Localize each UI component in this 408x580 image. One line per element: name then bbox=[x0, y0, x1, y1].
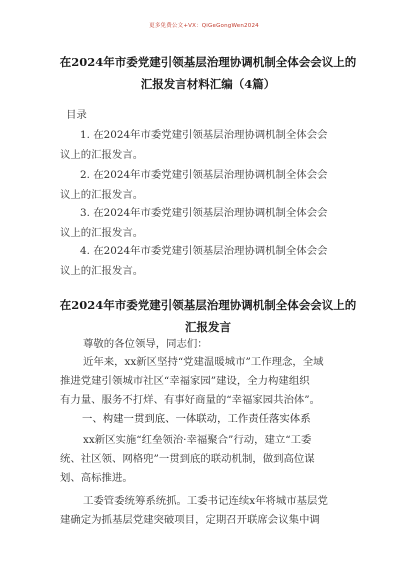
compilation-title bbox=[44, 51, 372, 95]
article-title-line1: 在2024年市委党建引领基层治理协调机制全体会会议上的 bbox=[59, 298, 357, 312]
article-title-line2: 汇报发言 bbox=[185, 320, 231, 334]
toc-heading: 目录 bbox=[66, 109, 87, 121]
contact-watermark: 更多免费公文+VX：QiGeGongWen2024 bbox=[149, 23, 259, 29]
article-title bbox=[44, 294, 372, 338]
toc-item-1-cont[interactable]: 议上的汇报发言。 bbox=[60, 149, 144, 161]
toc-item-3[interactable]: 3. 在2024年市委党建引领基层治理协调机制全体会会 bbox=[80, 207, 328, 219]
para1-line3: 有力量、服务不打烊、有事好商量的“幸福家园共治体”。 bbox=[60, 394, 320, 406]
para2-line1: xx新区实施“红垒领治·幸福聚合”行动，建立“工委 bbox=[83, 434, 312, 446]
para2-line3: 划、高标推进。 bbox=[60, 472, 133, 484]
para1-line1: 近年来，xx新区坚持“党建温暖城市”工作理念，全域 bbox=[83, 356, 324, 368]
toc-item-2[interactable]: 2. 在2024年市委党建引领基层治理协调机制全体会会 bbox=[80, 169, 328, 181]
greeting: 尊敬的各位领导，同志们： bbox=[83, 338, 208, 350]
compilation-title-line1: 在2024年市委党建引领基层治理协调机制全体会会议上的 bbox=[59, 55, 357, 69]
para2-line2: 统、社区领、网格兜”一贯到底的联动机制，做到高位谋 bbox=[60, 453, 315, 465]
toc-item-4[interactable]: 4. 在2024年市委党建引领基层治理协调机制全体会会 bbox=[80, 245, 328, 257]
compilation-title-line2: 汇报发言材料汇编（4篇） bbox=[140, 77, 276, 91]
toc-item-4-cont[interactable]: 议上的汇报发言。 bbox=[60, 265, 144, 277]
toc-item-2-cont[interactable]: 议上的汇报发言。 bbox=[60, 189, 144, 201]
section1-heading: 一、构建一贯到底、一体联动，工作责任落实体系 bbox=[82, 413, 311, 425]
toc-item-1[interactable]: 1. 在2024年市委党建引领基层治理协调机制全体会会 bbox=[80, 129, 328, 141]
para3-line2: 建确定为抓基层党建突破项目，定期召开联席会议集中调 bbox=[60, 514, 320, 526]
toc-item-3-cont[interactable]: 议上的汇报发言。 bbox=[60, 227, 144, 239]
para1-line2: 推进党建引领城市社区“幸福家园”建设，全力构建组织 bbox=[60, 375, 310, 387]
para3-line1: 工委管委统筹系统抓。工委书记连续x年将城市基层党 bbox=[83, 495, 328, 507]
